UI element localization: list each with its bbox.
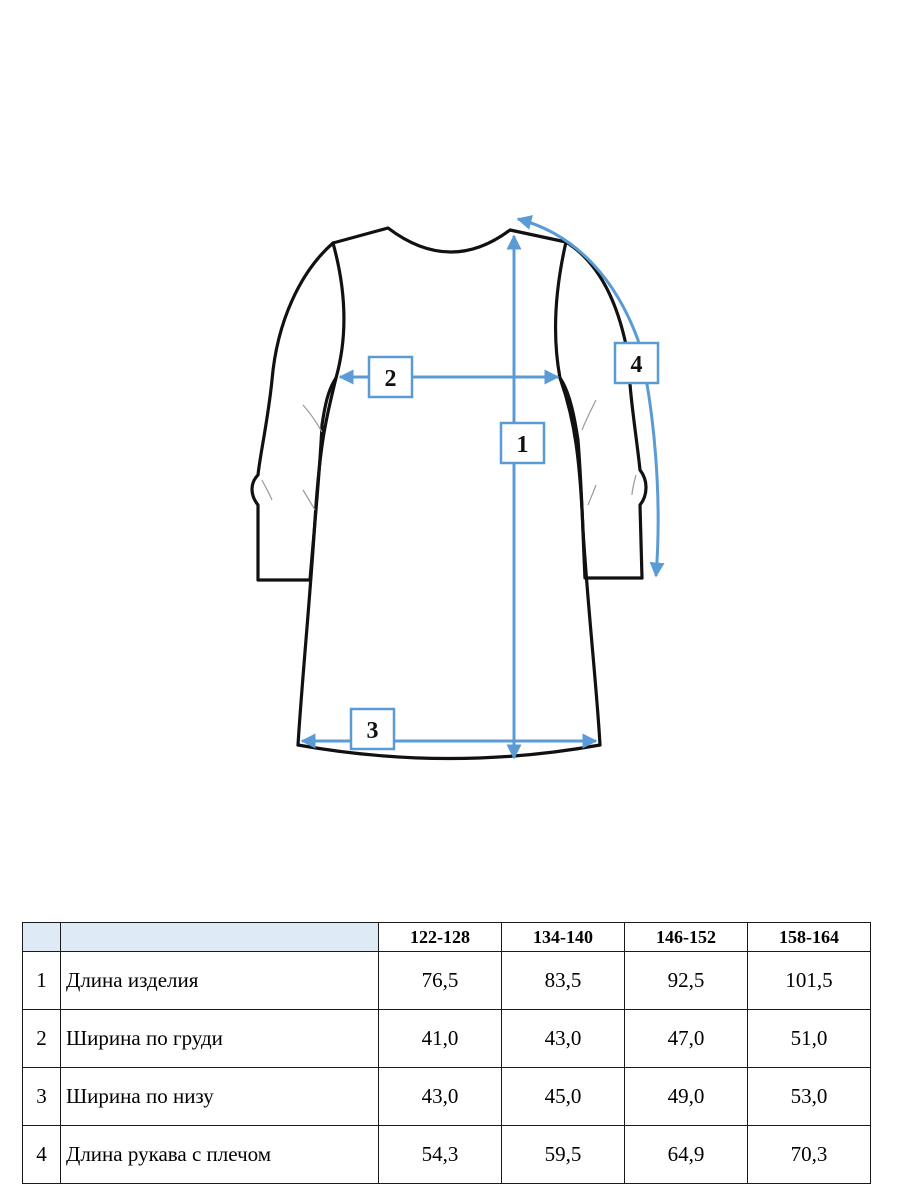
header-num-cell bbox=[23, 923, 61, 952]
row-number: 2 bbox=[23, 1010, 61, 1068]
measurement-value: 51,0 bbox=[748, 1010, 871, 1068]
size-table bbox=[22, 922, 871, 1184]
table-row bbox=[23, 952, 871, 1010]
measurement-name: Длина изделия bbox=[61, 952, 379, 1010]
marker-4-label: 4 bbox=[630, 352, 643, 378]
measurement-name: Ширина по низу bbox=[61, 1068, 379, 1126]
measurement-name: Ширина по груди bbox=[61, 1010, 379, 1068]
measurement-value: 76,5 bbox=[379, 952, 502, 1010]
measurement-value: 41,0 bbox=[379, 1010, 502, 1068]
row-number: 4 bbox=[23, 1126, 61, 1184]
measurement-value: 43,0 bbox=[502, 1010, 625, 1068]
size-header: 146-152 bbox=[625, 923, 748, 952]
table-row bbox=[23, 1068, 871, 1126]
table-header-row bbox=[23, 923, 871, 952]
size-header: 122-128 bbox=[379, 923, 502, 952]
marker-1-label: 1 bbox=[516, 432, 529, 458]
measure-1-length bbox=[501, 236, 544, 758]
measurement-value: 49,0 bbox=[625, 1068, 748, 1126]
measurement-value: 92,5 bbox=[625, 952, 748, 1010]
measurement-value: 64,9 bbox=[625, 1126, 748, 1184]
marker-3-label: 3 bbox=[366, 718, 379, 744]
measurement-value: 70,3 bbox=[748, 1126, 871, 1184]
measurement-value: 54,3 bbox=[379, 1126, 502, 1184]
size-header: 134-140 bbox=[502, 923, 625, 952]
measurement-value: 59,5 bbox=[502, 1126, 625, 1184]
measurement-value: 45,0 bbox=[502, 1068, 625, 1126]
measurement-value: 43,0 bbox=[379, 1068, 502, 1126]
measurement-value: 53,0 bbox=[748, 1068, 871, 1126]
measurement-name: Длина рукава с плечом bbox=[61, 1126, 379, 1184]
measurement-value: 101,5 bbox=[748, 952, 871, 1010]
measure-4-sleeve bbox=[518, 219, 658, 576]
size-header: 158-164 bbox=[748, 923, 871, 952]
row-number: 3 bbox=[23, 1068, 61, 1126]
measurement-value: 47,0 bbox=[625, 1010, 748, 1068]
row-number: 1 bbox=[23, 952, 61, 1010]
header-name-cell bbox=[61, 923, 379, 952]
table-row bbox=[23, 1126, 871, 1184]
measure-2-chest bbox=[340, 357, 558, 397]
dress-outline bbox=[252, 228, 646, 759]
measure-3-hem bbox=[302, 709, 596, 749]
measurement-value: 83,5 bbox=[502, 952, 625, 1010]
marker-2-label: 2 bbox=[384, 366, 397, 392]
table-row bbox=[23, 1010, 871, 1068]
